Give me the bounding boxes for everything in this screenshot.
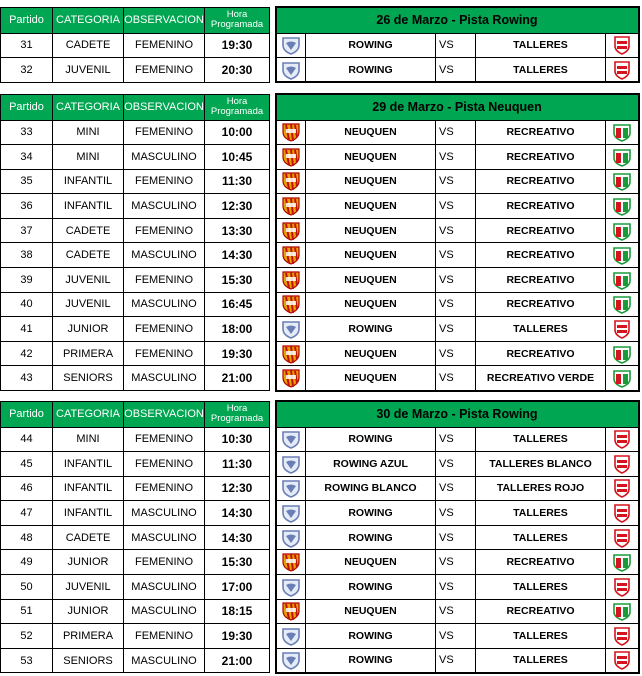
rowing-crest-icon [281,60,301,80]
header-categoria: CATEGORIA [53,7,124,33]
away-team-cell: TALLERES [476,58,606,83]
categoria-cell: PRIMERA [53,341,124,366]
observacion-cell: FEMENINO [124,341,205,366]
header-observacion: OBSERVACION [124,7,205,33]
recreativo-crest-icon [612,147,632,167]
neuquen-crest-icon [281,601,301,621]
vs-cell: VS [436,33,476,58]
away-team-cell: RECREATIVO [476,194,606,219]
talleres-crest-icon [612,60,632,80]
vs-cell: VS [436,169,476,194]
vs-cell: VS [436,599,476,624]
categoria-cell: INFANTIL [53,501,124,526]
partido-cell: 48 [1,525,53,550]
hora-cell: 14:30 [205,243,270,268]
observacion-cell: FEMENINO [124,33,205,58]
header-observacion: OBSERVACION [124,94,205,120]
hora-cell: 15:30 [205,268,270,293]
categoria-cell: PRIMERA [53,624,124,649]
hora-cell: 20:30 [205,58,270,83]
categoria-cell: CADETE [53,33,124,58]
away-team-cell: RECREATIVO [476,292,606,317]
rowing-crest-icon [281,35,301,55]
home-team-cell: ROWING [306,575,436,600]
away-logo-cell [606,452,639,477]
categoria-cell: INFANTIL [53,169,124,194]
away-logo-cell [606,599,639,624]
home-logo-cell [276,599,306,624]
away-logo-cell [606,268,639,293]
observacion-cell: MASCULINO [124,145,205,170]
partido-cell: 46 [1,476,53,501]
hora-cell: 10:30 [205,427,270,452]
match-row [1,169,639,194]
home-logo-cell [276,317,306,342]
away-team-cell: RECREATIVO [476,218,606,243]
away-team-cell: RECREATIVO [476,169,606,194]
match-row [1,452,639,477]
vs-cell: VS [436,427,476,452]
match-row [1,550,639,575]
neuquen-crest-icon [281,196,301,216]
match-row [1,525,639,550]
schedule-table [0,93,640,392]
talleres-crest-icon [612,478,632,498]
away-logo-cell [606,243,639,268]
home-team-cell: NEUQUEN [306,120,436,145]
away-logo-cell [606,58,639,83]
home-team-cell: ROWING [306,648,436,673]
vs-cell: VS [436,550,476,575]
categoria-cell: INFANTIL [53,194,124,219]
home-team-cell: NEUQUEN [306,218,436,243]
categoria-cell: SENIORS [53,648,124,673]
observacion-cell: FEMENINO [124,120,205,145]
home-team-cell: NEUQUEN [306,292,436,317]
away-team-cell: TALLERES [476,427,606,452]
block-title: 30 de Marzo - Pista Rowing [276,401,639,427]
hora-cell: 19:30 [205,33,270,58]
neuquen-crest-icon [281,221,301,241]
away-logo-cell [606,194,639,219]
talleres-crest-icon [612,319,632,339]
header-categoria: CATEGORIA [53,94,124,120]
away-team-cell: RECREATIVO [476,243,606,268]
match-row [1,624,639,649]
rowing-crest-icon [281,319,301,339]
match-row [1,427,639,452]
observacion-cell: MASCULINO [124,366,205,391]
hora-cell: 19:30 [205,341,270,366]
hora-cell: 11:30 [205,452,270,477]
vs-cell: VS [436,145,476,170]
categoria-cell: INFANTIL [53,476,124,501]
categoria-cell: JUVENIL [53,58,124,83]
away-logo-cell [606,476,639,501]
match-row [1,268,639,293]
vs-cell: VS [436,194,476,219]
observacion-cell: FEMENINO [124,427,205,452]
categoria-cell: MINI [53,120,124,145]
away-logo-cell [606,341,639,366]
neuquen-crest-icon [281,552,301,572]
header-hora: Hora Programada [205,7,270,33]
vs-cell: VS [436,243,476,268]
recreativo-crest-icon [612,245,632,265]
hora-cell: 17:00 [205,575,270,600]
home-logo-cell [276,525,306,550]
partido-cell: 53 [1,648,53,673]
home-logo-cell [276,169,306,194]
away-logo-cell [606,525,639,550]
vs-cell: VS [436,624,476,649]
away-logo-cell [606,366,639,391]
schedule-block [0,93,642,392]
home-logo-cell [276,33,306,58]
home-team-cell: ROWING [306,317,436,342]
hora-cell: 14:30 [205,501,270,526]
match-row [1,58,639,83]
home-team-cell: ROWING [306,525,436,550]
away-logo-cell [606,648,639,673]
partido-cell: 32 [1,58,53,83]
away-logo-cell [606,427,639,452]
vs-cell: VS [436,476,476,501]
recreativo-crest-icon [612,368,632,388]
away-team-cell: TALLERES BLANCO [476,452,606,477]
vs-cell: VS [436,120,476,145]
away-team-cell: TALLERES [476,648,606,673]
observacion-cell: FEMENINO [124,58,205,83]
vs-cell: VS [436,218,476,243]
home-team-cell: NEUQUEN [306,550,436,575]
categoria-cell: CADETE [53,525,124,550]
observacion-cell: FEMENINO [124,452,205,477]
observacion-cell: FEMENINO [124,476,205,501]
away-logo-cell [606,120,639,145]
header-hora: Hora Programada [205,401,270,427]
header-partido: Partido [1,94,53,120]
match-row [1,648,639,673]
hora-cell: 14:30 [205,525,270,550]
home-logo-cell [276,648,306,673]
vs-cell: VS [436,268,476,293]
match-row [1,366,639,391]
recreativo-crest-icon [612,601,632,621]
away-team-cell: RECREATIVO [476,120,606,145]
rowing-crest-icon [281,454,301,474]
partido-cell: 36 [1,194,53,219]
header-observacion: OBSERVACION [124,401,205,427]
away-logo-cell [606,33,639,58]
away-team-cell: TALLERES ROJO [476,476,606,501]
categoria-cell: MINI [53,145,124,170]
categoria-cell: INFANTIL [53,452,124,477]
away-team-cell: RECREATIVO VERDE [476,366,606,391]
hora-cell: 16:45 [205,292,270,317]
match-row [1,33,639,58]
partido-cell: 38 [1,243,53,268]
away-logo-cell [606,501,639,526]
categoria-cell: JUNIOR [53,599,124,624]
away-logo-cell [606,145,639,170]
vs-cell: VS [436,292,476,317]
partido-cell: 47 [1,501,53,526]
observacion-cell: MASCULINO [124,292,205,317]
neuquen-crest-icon [281,147,301,167]
away-logo-cell [606,624,639,649]
partido-cell: 51 [1,599,53,624]
hora-cell: 12:30 [205,476,270,501]
partido-cell: 45 [1,452,53,477]
home-team-cell: ROWING [306,58,436,83]
match-row [1,194,639,219]
home-team-cell: NEUQUEN [306,194,436,219]
hora-cell: 21:00 [205,366,270,391]
rowing-crest-icon [281,429,301,449]
match-row [1,317,639,342]
vs-cell: VS [436,452,476,477]
home-logo-cell [276,476,306,501]
categoria-cell: JUVENIL [53,292,124,317]
talleres-crest-icon [612,35,632,55]
rowing-crest-icon [281,577,301,597]
vs-cell: VS [436,58,476,83]
recreativo-crest-icon [612,196,632,216]
home-logo-cell [276,427,306,452]
talleres-crest-icon [612,429,632,449]
home-logo-cell [276,550,306,575]
observacion-cell: FEMENINO [124,218,205,243]
away-logo-cell [606,169,639,194]
observacion-cell: FEMENINO [124,550,205,575]
home-team-cell: NEUQUEN [306,366,436,391]
rowing-crest-icon [281,503,301,523]
talleres-crest-icon [612,577,632,597]
partido-cell: 49 [1,550,53,575]
categoria-cell: JUNIOR [53,550,124,575]
talleres-crest-icon [612,650,632,670]
categoria-cell: SENIORS [53,366,124,391]
vs-cell: VS [436,501,476,526]
partido-cell: 31 [1,33,53,58]
home-team-cell: NEUQUEN [306,243,436,268]
home-team-cell: NEUQUEN [306,599,436,624]
rowing-crest-icon [281,478,301,498]
away-team-cell: TALLERES [476,624,606,649]
away-logo-cell [606,575,639,600]
vs-cell: VS [436,648,476,673]
match-row [1,476,639,501]
home-logo-cell [276,501,306,526]
away-logo-cell [606,218,639,243]
partido-cell: 33 [1,120,53,145]
away-team-cell: RECREATIVO [476,341,606,366]
away-team-cell: TALLERES [476,525,606,550]
away-team-cell: TALLERES [476,575,606,600]
away-team-cell: TALLERES [476,501,606,526]
header-hora: Hora Programada [205,94,270,120]
talleres-crest-icon [612,528,632,548]
home-logo-cell [276,575,306,600]
home-logo-cell [276,58,306,83]
hora-cell: 12:30 [205,194,270,219]
match-row [1,145,639,170]
rowing-crest-icon [281,650,301,670]
home-team-cell: ROWING [306,501,436,526]
match-row [1,575,639,600]
partido-cell: 44 [1,427,53,452]
neuquen-crest-icon [281,344,301,364]
match-row [1,120,639,145]
hora-cell: 10:00 [205,120,270,145]
home-logo-cell [276,218,306,243]
hora-cell: 21:00 [205,648,270,673]
hora-cell: 15:30 [205,550,270,575]
away-team-cell: RECREATIVO [476,268,606,293]
hora-cell: 19:30 [205,624,270,649]
match-row [1,243,639,268]
neuquen-crest-icon [281,171,301,191]
block-title: 29 de Marzo - Pista Neuquen [276,94,639,120]
home-logo-cell [276,366,306,391]
partido-cell: 35 [1,169,53,194]
hora-cell: 13:30 [205,218,270,243]
talleres-crest-icon [612,503,632,523]
hora-cell: 10:45 [205,145,270,170]
hora-cell: 18:00 [205,317,270,342]
home-logo-cell [276,292,306,317]
partido-cell: 50 [1,575,53,600]
home-team-cell: ROWING AZUL [306,452,436,477]
away-logo-cell [606,292,639,317]
vs-cell: VS [436,341,476,366]
recreativo-crest-icon [612,171,632,191]
home-logo-cell [276,452,306,477]
vs-cell: VS [436,525,476,550]
home-logo-cell [276,624,306,649]
observacion-cell: FEMENINO [124,317,205,342]
home-logo-cell [276,268,306,293]
home-team-cell: ROWING [306,33,436,58]
schedule-block [0,6,642,83]
recreativo-crest-icon [612,122,632,142]
schedule-table [0,6,640,83]
recreativo-crest-icon [612,294,632,314]
partido-cell: 42 [1,341,53,366]
away-team-cell: RECREATIVO [476,550,606,575]
home-team-cell: ROWING BLANCO [306,476,436,501]
recreativo-crest-icon [612,221,632,241]
away-team-cell: TALLERES [476,317,606,342]
match-row [1,292,639,317]
neuquen-crest-icon [281,270,301,290]
categoria-cell: CADETE [53,218,124,243]
home-team-cell: ROWING [306,427,436,452]
home-team-cell: ROWING [306,624,436,649]
home-logo-cell [276,145,306,170]
observacion-cell: MASCULINO [124,575,205,600]
neuquen-crest-icon [281,368,301,388]
away-logo-cell [606,550,639,575]
observacion-cell: MASCULINO [124,648,205,673]
home-team-cell: NEUQUEN [306,145,436,170]
neuquen-crest-icon [281,245,301,265]
recreativo-crest-icon [612,552,632,572]
recreativo-crest-icon [612,344,632,364]
home-logo-cell [276,243,306,268]
categoria-cell: JUVENIL [53,575,124,600]
match-row [1,218,639,243]
partido-cell: 41 [1,317,53,342]
match-row [1,501,639,526]
recreativo-crest-icon [612,270,632,290]
observacion-cell: MASCULINO [124,243,205,268]
partido-cell: 43 [1,366,53,391]
away-team-cell: RECREATIVO [476,145,606,170]
observacion-cell: FEMENINO [124,268,205,293]
home-logo-cell [276,341,306,366]
home-logo-cell [276,194,306,219]
vs-cell: VS [436,366,476,391]
categoria-cell: MINI [53,427,124,452]
observacion-cell: MASCULINO [124,194,205,219]
partido-cell: 34 [1,145,53,170]
hora-cell: 18:15 [205,599,270,624]
categoria-cell: JUNIOR [53,317,124,342]
home-team-cell: NEUQUEN [306,268,436,293]
partido-cell: 37 [1,218,53,243]
schedule-table [0,400,640,674]
talleres-crest-icon [612,626,632,646]
home-team-cell: NEUQUEN [306,169,436,194]
categoria-cell: CADETE [53,243,124,268]
header-categoria: CATEGORIA [53,401,124,427]
header-partido: Partido [1,401,53,427]
header-partido: Partido [1,7,53,33]
match-row [1,341,639,366]
hora-cell: 11:30 [205,169,270,194]
rowing-crest-icon [281,626,301,646]
talleres-crest-icon [612,454,632,474]
observacion-cell: MASCULINO [124,599,205,624]
home-team-cell: NEUQUEN [306,341,436,366]
categoria-cell: JUVENIL [53,268,124,293]
observacion-cell: FEMENINO [124,624,205,649]
vs-cell: VS [436,575,476,600]
vs-cell: VS [436,317,476,342]
neuquen-crest-icon [281,294,301,314]
away-team-cell: TALLERES [476,33,606,58]
rowing-crest-icon [281,528,301,548]
neuquen-crest-icon [281,122,301,142]
partido-cell: 39 [1,268,53,293]
away-logo-cell [606,317,639,342]
block-title: 26 de Marzo - Pista Rowing [276,7,639,33]
observacion-cell: MASCULINO [124,525,205,550]
home-logo-cell [276,120,306,145]
partido-cell: 52 [1,624,53,649]
observacion-cell: MASCULINO [124,501,205,526]
away-team-cell: RECREATIVO [476,599,606,624]
match-row [1,599,639,624]
observacion-cell: FEMENINO [124,169,205,194]
partido-cell: 40 [1,292,53,317]
schedule-block [0,400,642,674]
